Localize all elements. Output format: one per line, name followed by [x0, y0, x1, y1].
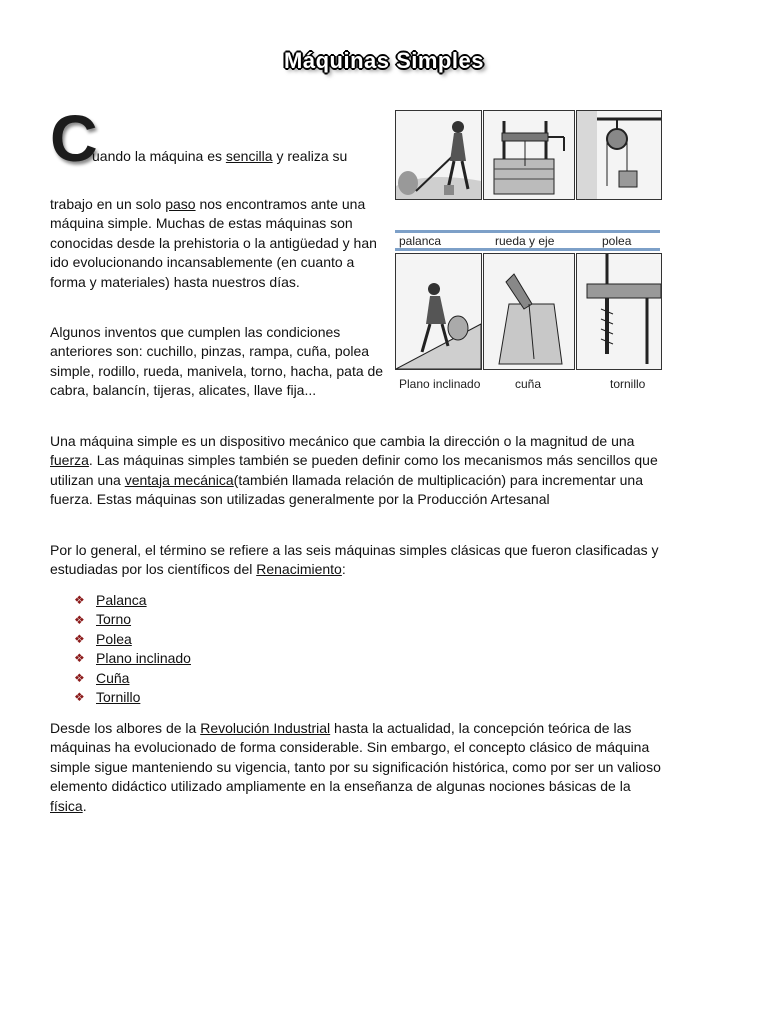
- figure-divider: [395, 248, 660, 251]
- link-paso[interactable]: paso: [165, 196, 196, 212]
- link-cuna[interactable]: Cuña: [96, 669, 130, 686]
- link-torno[interactable]: Torno: [96, 611, 132, 628]
- history-text: Desde los albores de la: [50, 720, 201, 736]
- caption-wedge: cuña: [515, 377, 542, 391]
- list-item: [74, 688, 191, 707]
- list-item: [74, 649, 191, 668]
- drop-cap: C: [50, 101, 98, 175]
- classic-machines-paragraph: [50, 541, 670, 580]
- inventions-paragraph: Algunos inventos que cumplen las condiciones anteriores son: cuchillo, pinzas, rampa, cuña, polea simple, rodillo, rueda, manivela, torno, hacha, pata de cabra, balancín, tijeras, alicates, llave fija...: [50, 324, 384, 399]
- machines-list: [74, 591, 191, 707]
- intro-paragraph: [50, 195, 385, 292]
- wheel-axle-illustration: [483, 110, 575, 200]
- pulley-illustration: [576, 110, 662, 200]
- diamond-bullet-icon: ❖: [74, 670, 85, 685]
- link-ventaja-mecanica[interactable]: ventaja mecánica: [124, 471, 234, 488]
- definition-text: (también llamada relación de multiplicación) para incrementar una fuerza. Estas máquinas son utilizadas generalmente por la Producción Artesanal: [50, 471, 643, 508]
- caption-wheel-axle: rueda y eje: [495, 234, 555, 248]
- intro-text: trabajo en un solo: [50, 196, 166, 212]
- link-palanca[interactable]: Palanca: [96, 592, 147, 608]
- caption-pulley: polea: [602, 234, 632, 248]
- definition-text: Una máquina simple es un dispositivo mecánico que cambia la dirección o la magnitud de una: [50, 433, 635, 449]
- link-tornillo[interactable]: Tornillo: [96, 689, 141, 706]
- history-text: .: [82, 797, 87, 814]
- list-item: [74, 630, 191, 649]
- history-paragraph: [50, 719, 670, 816]
- classic-text: Por lo general, el término se refiere a las seis máquinas simples clásicas que fueron clasificadas y estudiadas por los científicos del: [50, 542, 659, 578]
- intro-first-line: [92, 147, 347, 166]
- caption-lever: palanca: [399, 234, 442, 248]
- intro-text: nos encontramos ante una máquina simple. Muchas de estas máquinas son conocidas desde la prehistoria o la antigüedad y han ido evolucionando incansablemente (en cuanto a forma y materiales) hasta nuestros días.: [50, 196, 377, 290]
- definition-paragraph: [50, 432, 670, 510]
- link-renacimiento[interactable]: Renacimiento: [256, 561, 342, 578]
- classic-text: :: [341, 561, 346, 578]
- link-revolucion-industrial[interactable]: Revolución Industrial: [200, 720, 331, 736]
- diamond-bullet-icon: ❖: [74, 612, 85, 627]
- diamond-bullet-icon: ❖: [74, 690, 85, 705]
- list-item: [74, 591, 191, 610]
- intro-text: uando la máquina es: [92, 148, 226, 164]
- diamond-bullet-icon: ❖: [74, 593, 85, 608]
- list-item: [74, 669, 191, 688]
- diamond-bullet-icon: ❖: [74, 632, 85, 647]
- figure-divider: [395, 230, 660, 233]
- link-plano-inclinado[interactable]: Plano inclinado: [96, 650, 191, 667]
- link-fuerza[interactable]: fuerza: [50, 452, 89, 469]
- caption-screw: tornillo: [610, 377, 646, 391]
- list-item: [74, 610, 191, 629]
- lever-illustration: [395, 110, 482, 200]
- intro-text: y realiza su: [272, 148, 348, 164]
- history-text: hasta la actualidad, la concepción teórica de las máquinas ha evolucionado de forma considerable. Sin embargo, el concepto clásico de máquina simple sigue manteniendo su vigencia, tanto por su significación histórica, como por ser un valioso elemento didáctico utilizado ampliamente en la enseñanza de algunas nociones básicas de la: [50, 720, 661, 795]
- screw-illustration: [576, 253, 662, 370]
- link-polea[interactable]: Polea: [96, 630, 132, 647]
- inclined-plane-illustration: [395, 253, 482, 370]
- page-title: Máquinas Simples: [284, 48, 484, 73]
- diamond-bullet-icon: ❖: [74, 651, 85, 666]
- link-sencilla[interactable]: sencilla: [225, 148, 273, 164]
- wedge-illustration: [483, 253, 575, 370]
- simple-machines-figure: [395, 110, 660, 397]
- caption-inclined-plane: Plano inclinado: [399, 377, 481, 391]
- link-fisica[interactable]: física: [50, 797, 83, 814]
- definition-text: . Las máquinas simples también se pueden definir como los mecanismos más sencillos que utilizan una: [50, 452, 658, 488]
